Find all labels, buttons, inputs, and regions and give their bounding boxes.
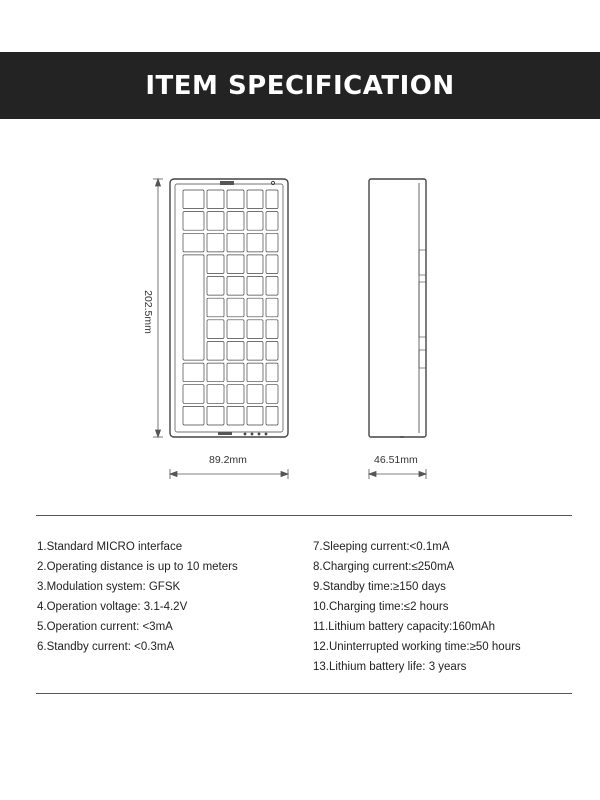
key-outline: [266, 277, 278, 296]
key-outline: [266, 406, 278, 425]
key-outline: [227, 190, 244, 209]
key-outline: [247, 406, 263, 425]
spec-list-left: [37, 537, 238, 657]
key-outline: [207, 406, 224, 425]
key-outline-tall: [183, 255, 204, 360]
key-outline: [227, 363, 244, 382]
key-outline: [207, 277, 224, 296]
key-outline: [227, 406, 244, 425]
key-grid: [183, 190, 278, 425]
key-outline: [247, 363, 263, 382]
key-outline: [183, 190, 204, 209]
key-outline: [247, 255, 263, 274]
key-outline: [207, 320, 224, 339]
brand-mark-bottom: [218, 432, 232, 435]
depth-dimension-label: 46.51mm: [374, 454, 418, 466]
key-outline: [247, 190, 263, 209]
key-outline: [266, 298, 278, 317]
height-dimension-line: [153, 179, 163, 437]
brand-mark: [220, 181, 234, 185]
key-outline: [266, 320, 278, 339]
key-outline: [207, 212, 224, 231]
spec-item: 10.Charging time:≤2 hours: [313, 601, 449, 613]
key-outline: [227, 277, 244, 296]
height-dimension-label: 202.5mm: [141, 290, 154, 334]
spec-item: 13.Lithium battery life: 3 years: [313, 661, 467, 673]
key-outline: [266, 342, 278, 361]
key-outline: [183, 233, 204, 252]
key-outline: [227, 212, 244, 231]
key-outline: [207, 233, 224, 252]
key-outline: [183, 363, 204, 382]
spec-item: 12.Uninterrupted working time:≥50 hours: [313, 641, 521, 653]
spec-item: 3.Modulation system: GFSK: [37, 581, 181, 593]
keyboard-front-view: [170, 179, 288, 437]
key-outline: [247, 233, 263, 252]
divider-top: [36, 515, 572, 516]
key-outline: [247, 298, 263, 317]
key-outline: [247, 320, 263, 339]
spec-list-right: [313, 537, 521, 677]
key-outline: [227, 342, 244, 361]
key-outline: [183, 406, 204, 425]
key-outline: [266, 363, 278, 382]
spec-item: 7.Sleeping current:<0.1mA: [313, 541, 450, 553]
key-outline: [227, 385, 244, 404]
key-outline: [207, 255, 224, 274]
indicator-dot: [271, 181, 274, 184]
key-outline: [207, 363, 224, 382]
key-outline: [266, 190, 278, 209]
key-outline: [266, 255, 278, 274]
key-outline: [183, 212, 204, 231]
keyboard-side-view: [369, 179, 426, 437]
spec-item: 9.Standby time:≥150 days: [313, 581, 446, 593]
spec-item: 4.Operation voltage: 3.1-4.2V: [37, 601, 188, 613]
key-outline: [207, 342, 224, 361]
key-outline: [266, 233, 278, 252]
key-outline: [227, 233, 244, 252]
key-outline: [266, 385, 278, 404]
key-outline: [207, 298, 224, 317]
spec-item: 5.Operation current: <3mA: [37, 621, 173, 633]
page-title: ITEM SPECIFICATION: [145, 70, 455, 101]
width-dimension-label: 89.2mm: [209, 454, 247, 466]
key-outline: [266, 212, 278, 231]
divider-bottom: [36, 693, 572, 694]
key-outline: [247, 212, 263, 231]
key-outline: [183, 385, 204, 404]
key-outline: [207, 190, 224, 209]
spec-item: 2.Operating distance is up to 10 meters: [37, 561, 238, 573]
width-dimension-line: [170, 469, 288, 479]
spec-item: 6.Standby current: <0.3mA: [37, 641, 175, 653]
spec-item: 11.Lithium battery capacity:160mAh: [313, 621, 495, 633]
spec-item: 8.Charging current:≤250mA: [313, 561, 455, 573]
spec-item: 1.Standard MICRO interface: [37, 541, 183, 553]
key-outline: [227, 320, 244, 339]
depth-dimension-line: [369, 469, 426, 479]
key-outline: [227, 255, 244, 274]
key-outline: [227, 298, 244, 317]
key-outline: [207, 385, 224, 404]
key-outline: [247, 277, 263, 296]
key-outline: [247, 342, 263, 361]
key-outline: [247, 385, 263, 404]
